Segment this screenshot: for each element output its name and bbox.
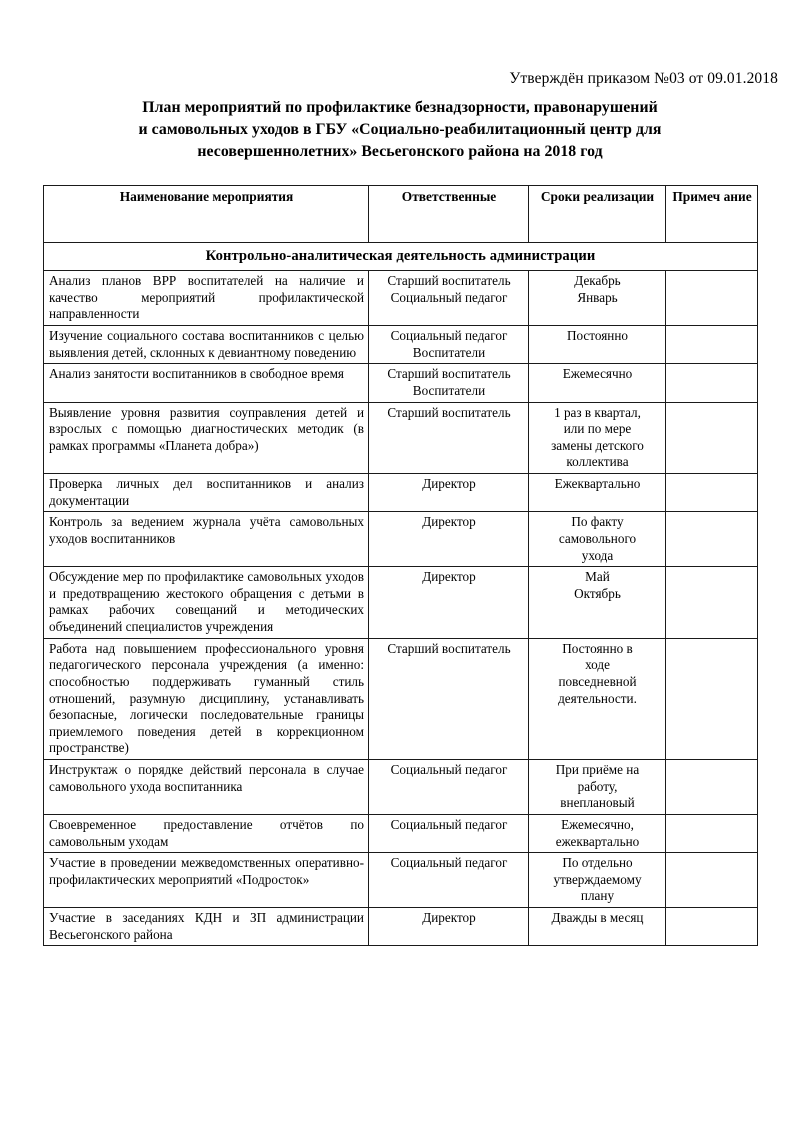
table-header-row: [44, 185, 758, 242]
responsible-line: Директор: [422, 910, 476, 926]
cell-term: [529, 474, 666, 512]
table-body: [44, 242, 758, 946]
responsible-line: Директор: [422, 476, 476, 492]
term-line: При приёме на: [555, 762, 640, 778]
cell-activity-name: Контроль за ведением журнала учёта самовольных уходов воспитанников: [44, 512, 369, 567]
column-header-responsible: Ответственные: [369, 185, 529, 242]
term-line: Ежеквартально: [554, 476, 641, 492]
table-row: [44, 402, 758, 474]
cell-note: [666, 908, 758, 946]
term-line: Январь: [577, 289, 618, 305]
table-row: [44, 853, 758, 908]
cell-activity-name: Своевременное предоставление отчётов по самовольным уходам: [44, 814, 369, 852]
term-line: Май: [585, 569, 610, 585]
approval-line: Утверждён приказом №03 от 09.01.2018: [509, 70, 778, 87]
section-header-row: [44, 242, 758, 270]
table-row: [44, 567, 758, 639]
responsible-line: Директор: [422, 514, 476, 530]
column-header-term-line2: реализации: [583, 188, 655, 204]
term-line: или по мере: [563, 421, 632, 437]
responsible-line: Старший воспитатель: [387, 640, 511, 656]
title-line-1: План мероприятий по профилактике безнадзорности, правонарушений: [142, 98, 658, 116]
term-line: работу,: [577, 778, 618, 794]
cell-responsible: [369, 474, 529, 512]
table-row: [44, 760, 758, 815]
cell-term: [529, 814, 666, 852]
table-row: [44, 814, 758, 852]
column-header-note-line1: Примеч: [672, 188, 721, 204]
cell-responsible: [369, 814, 529, 852]
term-line: Ежемесячно: [562, 366, 633, 382]
term-line: плану: [580, 888, 615, 904]
cell-term: [529, 326, 666, 364]
cell-responsible: [369, 760, 529, 815]
term-line: самовольного: [558, 530, 637, 546]
table-row: [44, 364, 758, 402]
cell-term: [529, 567, 666, 639]
cell-term: [529, 760, 666, 815]
responsible-line: Старший воспитатель: [387, 273, 511, 289]
cell-activity-name: Участие в проведении межведомственных оперативно-профилактических мероприятий «Подросток»: [44, 853, 369, 908]
term-line: внеплановый: [560, 795, 635, 811]
cell-note: [666, 853, 758, 908]
cell-note: [666, 814, 758, 852]
table-row: [44, 512, 758, 567]
cell-activity-name: Обсуждение мер по профилактике самовольных уходов и предотвращению жестокого обращения с детьми в рамках рабочих совещаний и методических объединений специалистов учреждения: [44, 567, 369, 639]
responsible-line: Старший воспитатель: [387, 366, 511, 382]
term-line: ухода: [581, 547, 614, 563]
responsible-line: Старший воспитатель: [387, 404, 511, 420]
cell-responsible: [369, 567, 529, 639]
column-header-term: [529, 185, 666, 242]
plan-table-wrapper: [43, 185, 757, 947]
cell-responsible: [369, 638, 529, 759]
cell-responsible: [369, 402, 529, 474]
table-row: [44, 474, 758, 512]
term-line: утверждаемому: [553, 871, 642, 887]
term-line: Дважды в месяц: [551, 910, 644, 926]
column-header-note-line2: ание: [723, 188, 752, 204]
term-line: деятельности.: [558, 690, 637, 706]
responsible-line: Директор: [422, 569, 476, 585]
column-header-note: [666, 185, 758, 242]
term-line: коллектива: [566, 454, 629, 470]
cell-note: [666, 474, 758, 512]
cell-term: [529, 402, 666, 474]
cell-term: [529, 853, 666, 908]
column-header-name: Наименование мероприятия: [44, 185, 369, 242]
cell-term: [529, 271, 666, 326]
term-line: Постоянно в: [562, 640, 633, 656]
cell-note: [666, 402, 758, 474]
cell-responsible: [369, 271, 529, 326]
responsible-line: Социальный педагог: [390, 328, 508, 344]
responsible-line: Социальный педагог: [390, 855, 508, 871]
page-title: [76, 97, 724, 164]
section-title: Контрольно-аналитическая деятельность администрации: [44, 242, 758, 270]
term-line: повседневной: [558, 673, 637, 689]
cell-note: [666, 326, 758, 364]
cell-responsible: [369, 326, 529, 364]
cell-note: [666, 567, 758, 639]
column-header-term-line1: Сроки: [540, 188, 581, 204]
term-line: По отдельно: [562, 855, 633, 871]
cell-note: [666, 760, 758, 815]
responsible-line: Воспитатели: [412, 382, 486, 398]
cell-responsible: [369, 364, 529, 402]
cell-activity-name: Анализ планов ВРР воспитателей на наличие и качество мероприятий профилактической направленности: [44, 271, 369, 326]
cell-term: [529, 512, 666, 567]
cell-activity-name: Участие в заседаниях КДН и ЗП администрации Весьегонского района: [44, 908, 369, 946]
cell-term: [529, 908, 666, 946]
term-line: ежеквартально: [555, 833, 640, 849]
term-line: ходе: [585, 657, 610, 673]
table-row: [44, 326, 758, 364]
term-line: Постоянно: [566, 328, 628, 344]
table-row: [44, 908, 758, 946]
cell-activity-name: Работа над повышением профессионального уровня педагогического персонала учреждения (а именно: способностью поддерживать гуманный стиль отношений, разумную дисциплину, устанавливать безопасные, логически последовательные границы приемлемого поведения детей в коррекционном пространстве): [44, 638, 369, 759]
responsible-line: Социальный педагог: [390, 816, 508, 832]
term-line: 1 раз в квартал,: [554, 404, 641, 420]
cell-note: [666, 271, 758, 326]
title-line-3: несовершеннолетних» Весьегонского района на 2018 год: [197, 143, 603, 161]
cell-note: [666, 364, 758, 402]
table-row: [44, 638, 758, 759]
term-line: замены детского: [551, 437, 644, 453]
cell-note: [666, 512, 758, 567]
cell-activity-name: Изучение социального состава воспитанников с целью выявления детей, склонных к девиантному поведению: [44, 326, 369, 364]
cell-term: [529, 364, 666, 402]
cell-activity-name: Инструктаж о порядке действий персонала в случае самовольного ухода воспитанника: [44, 760, 369, 815]
cell-activity-name: Анализ занятости воспитанников в свободное время: [44, 364, 369, 402]
cell-activity-name: Проверка личных дел воспитанников и анализ документации: [44, 474, 369, 512]
cell-activity-name: Выявление уровня развития соуправления детей и взрослых с помощью диагностических методик (в рамках программы «Планета добра»): [44, 402, 369, 474]
term-line: Декабрь: [574, 273, 621, 289]
responsible-line: Социальный педагог: [390, 289, 508, 305]
cell-responsible: [369, 908, 529, 946]
term-line: По факту: [571, 514, 624, 530]
title-line-2: и самовольных уходов в ГБУ «Социально-реабилитационный центр для: [138, 121, 662, 139]
plan-table: [43, 185, 758, 947]
responsible-line: Воспитатели: [412, 344, 486, 360]
cell-responsible: [369, 853, 529, 908]
cell-note: [666, 638, 758, 759]
responsible-line: Социальный педагог: [390, 762, 508, 778]
cell-responsible: [369, 512, 529, 567]
term-line: Октябрь: [574, 585, 621, 601]
table-row: [44, 271, 758, 326]
term-line: Ежемесячно,: [561, 816, 634, 832]
table-header: [44, 185, 758, 242]
cell-term: [529, 638, 666, 759]
